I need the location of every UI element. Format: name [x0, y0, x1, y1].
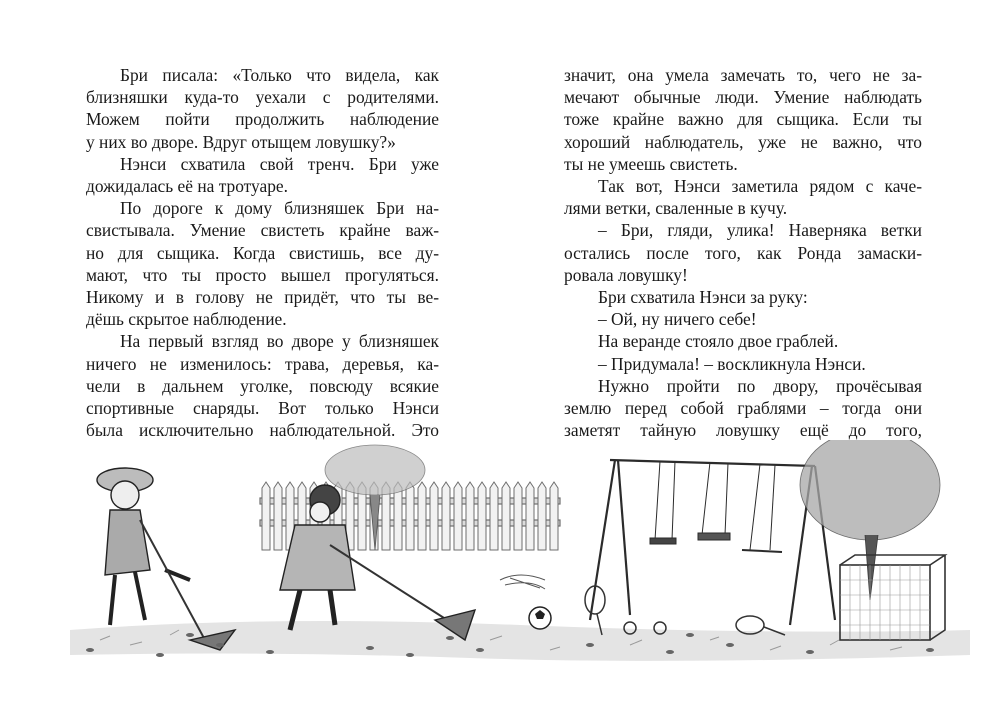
text-line: – Ой, ну ничего себе!: [598, 309, 757, 330]
leaf: [186, 633, 194, 637]
branch-pile: [500, 575, 545, 589]
fence-picket: [490, 482, 498, 550]
leaf: [686, 633, 694, 637]
fence-picket: [406, 482, 414, 550]
leaf: [446, 636, 454, 640]
text-line: остались после того, как Ронда замаски-: [564, 242, 922, 263]
text-line: Нужно пройти по двору, прочёсывая: [598, 375, 922, 396]
fence-picket: [526, 482, 534, 550]
text-line: Нэнси схватила свой тренч. Бри уже: [120, 153, 439, 174]
right-text-column: [564, 64, 922, 441]
text-line: заметят тайную ловушку ещё до того,: [564, 420, 922, 441]
text-line: но для сыщика. Когда свистишь, все ду-: [86, 242, 439, 263]
text-line: была исключительно наблюдательной. Это: [86, 420, 439, 441]
text-line: – Бри, гляди, улика! Наверняка ветки: [598, 220, 922, 241]
fence-picket: [262, 482, 270, 550]
text-line: мечают обычные люди. Умение наблюдать: [564, 87, 922, 108]
text-line: Так вот, Нэнси заметила рядом с каче-: [598, 176, 922, 197]
fence-picket: [418, 482, 426, 550]
leaf: [216, 643, 224, 647]
leaf: [266, 650, 274, 654]
fence-picket: [442, 482, 450, 550]
leaf: [366, 646, 374, 650]
text-line: На первый взгляд во дворе у близняшек: [120, 331, 439, 352]
book-illustration: [70, 440, 970, 680]
text-line: хороший наблюдатель, уже не важно, что: [564, 131, 922, 152]
rackets: [585, 586, 785, 635]
fence-picket: [478, 482, 486, 550]
leaf: [156, 653, 164, 657]
text-line: ты не умеешь свистеть.: [564, 153, 738, 174]
text-line: лями ветки, сваленные в кучу.: [564, 198, 788, 219]
text-line: значит, она умела замечать то, чего не за-: [564, 65, 922, 85]
text-line: дожидалась её на тротуаре.: [86, 176, 288, 197]
fence-picket: [502, 482, 510, 550]
leaf: [806, 650, 814, 654]
text-line: чели в дальнем уголке, повсюду всякие: [86, 375, 439, 396]
text-line: Можем пойти продолжить наблюдение: [86, 109, 439, 130]
text-line: ничего не изменилось: трава, деревья, ка-: [86, 353, 439, 374]
text-line: у них во дворе. Вдруг отыщем ловушку?»: [86, 131, 396, 152]
text-line: – Придумала! – воскликнула Нэнси.: [598, 353, 866, 374]
leaf: [406, 653, 414, 657]
text-line: Бри схватила Нэнси за руку:: [598, 287, 808, 308]
fence-picket: [466, 482, 474, 550]
text-line: свистывала. Умение свистеть крайне важ-: [86, 220, 439, 241]
text-line: дёшь скрытое наблюдение.: [86, 309, 287, 330]
leaf: [726, 643, 734, 647]
fence-picket: [274, 482, 282, 550]
text-line: ровала ловушку!: [564, 264, 688, 285]
leaf: [926, 648, 934, 652]
leaf: [586, 643, 594, 647]
leaf: [476, 648, 484, 652]
fence-picket: [538, 482, 546, 550]
leaf: [86, 648, 94, 652]
leaf: [666, 650, 674, 654]
soccer-goal: [840, 555, 945, 640]
text-line: На веранде стояло двое граблей.: [598, 331, 839, 352]
text-line: Никому и в голову не придёт, что ты ве-: [86, 287, 439, 308]
text-line: мают, что ты просто вышел прогуляться.: [86, 264, 439, 285]
text-line: землю перед собой граблями – тогда они: [564, 398, 922, 419]
text-line: По дороге к дому близняшек Бри на-: [120, 198, 439, 219]
text-line: Бри писала: «Только что видела, как: [120, 65, 439, 85]
swing-set: [590, 460, 835, 625]
text-line: близняшки куда-то уехали с родителями.: [86, 87, 439, 108]
text-line: тоже крайне важно для сыщика. Если ты: [564, 109, 922, 130]
text-line: спортивные снаряды. Вот только Нэнси: [86, 398, 439, 419]
fence-picket: [430, 482, 438, 550]
fence-picket: [550, 482, 558, 550]
fence-picket: [514, 482, 522, 550]
left-text-column: [86, 64, 439, 441]
fence-picket: [454, 482, 462, 550]
